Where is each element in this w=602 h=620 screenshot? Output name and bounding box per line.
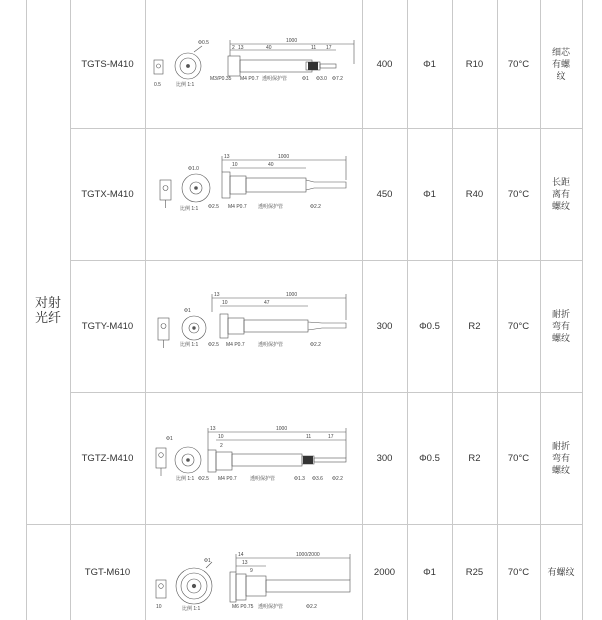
temp-cell — [497, 0, 540, 128]
dim-label: 2 — [220, 443, 223, 449]
note-cell — [540, 128, 582, 260]
dim-label: Φ1.3 — [294, 476, 305, 482]
note-cell — [540, 524, 582, 620]
temp-cell — [497, 128, 540, 260]
dim-label: 透明保护管 — [262, 76, 288, 82]
dim-label: 17 — [326, 45, 332, 51]
temp-cell — [497, 392, 540, 524]
temp-value: 70°C — [507, 452, 530, 464]
diagram-tgt — [146, 524, 361, 620]
distance-cell — [362, 128, 407, 260]
dim-label: Φ2.5 — [208, 204, 219, 210]
temp-cell — [497, 524, 540, 620]
ferrule-mark — [303, 456, 313, 464]
core-value: Φ1 — [423, 566, 436, 578]
dim-label: 9 — [250, 568, 253, 574]
model-cell — [70, 128, 145, 260]
temp-value: 70°C — [507, 320, 530, 332]
scale-label: 比例 1:1 — [176, 82, 195, 88]
distance-cell — [362, 0, 407, 128]
dim-label: 透明保护管 — [258, 604, 284, 610]
category-label: 对射光纤 — [34, 295, 61, 325]
distance-value: 2000 — [373, 566, 396, 578]
model-name: TGTX-M410 — [81, 188, 134, 200]
dim-label: M3/P0.35 — [210, 76, 232, 82]
distance-cell — [362, 392, 407, 524]
dim-label: 10 — [218, 434, 224, 440]
radius-value: R2 — [468, 452, 481, 464]
temp-value: 70°C — [507, 566, 530, 578]
core-value: Φ1 — [423, 58, 436, 70]
core-cell — [407, 524, 452, 620]
core-value: Φ1 — [423, 188, 436, 200]
dim-label: 10 — [222, 300, 228, 306]
model-cell — [70, 260, 145, 392]
core-value: Φ0.5 — [419, 452, 440, 464]
scale-label: 比例 1:1 — [180, 206, 199, 212]
distance-value: 450 — [376, 188, 393, 200]
dim-label: 10 — [156, 604, 162, 610]
dim-label: 13 — [214, 292, 220, 298]
dim-total: 1000 — [286, 38, 298, 44]
dim-label: Φ3.0 — [316, 76, 327, 82]
dim-label: Φ1 — [302, 76, 309, 82]
temp-value: 70°C — [507, 58, 530, 70]
dim-label: Φ2.2 — [310, 204, 321, 210]
note-value: 长距离有螺纹 — [551, 177, 570, 211]
diagram-tgtz — [146, 392, 361, 524]
model-name: TGTS-M410 — [81, 58, 134, 70]
dim-total: 1000 — [276, 426, 288, 432]
dim-label: Φ2.5 — [198, 476, 209, 482]
dim-total: 1000 — [278, 154, 290, 160]
dim-label: 13 — [242, 560, 248, 566]
model-cell — [70, 524, 145, 620]
dim-label: M4 P0.7 — [218, 476, 237, 482]
core-cell — [407, 260, 452, 392]
model-cell — [70, 0, 145, 128]
note-value: 耐折弯有螺纹 — [551, 309, 570, 343]
dim-label: 2 — [232, 45, 235, 51]
distance-value: 300 — [376, 320, 393, 332]
dim-label: Φ2.2 — [306, 604, 317, 610]
note-value: 耐折弯有螺纹 — [551, 441, 570, 475]
scale-label: 比例 1:1 — [176, 476, 195, 482]
scale-label: 比例 1:1 — [182, 606, 201, 612]
core-cell — [407, 128, 452, 260]
dim-label: M4 P0.7 — [226, 342, 245, 348]
scale-label: 比例 1:1 — [180, 342, 199, 348]
grid-line — [582, 0, 583, 620]
dim-label: Φ3.6 — [312, 476, 323, 482]
dim-label: 11 — [311, 45, 317, 51]
dim-label: 透明保护管 — [258, 204, 284, 210]
model-cell — [70, 392, 145, 524]
dim-label: 47 — [264, 300, 270, 306]
dim-label: 13 — [238, 45, 244, 51]
dim-label: Φ2.2 — [332, 476, 343, 482]
diagram-tgtx — [146, 128, 361, 260]
dim-label: Φ1.0 — [188, 166, 199, 172]
ferrule-mark — [308, 62, 318, 70]
radius-cell — [452, 524, 497, 620]
core-cell — [407, 0, 452, 128]
radius-value: R40 — [465, 188, 484, 200]
dim-label: 13 — [210, 426, 216, 432]
dim-label: M6 P0.75 — [232, 604, 254, 610]
radius-value: R10 — [465, 58, 484, 70]
core-cell — [407, 392, 452, 524]
dim-label: Φ0.5 — [198, 40, 209, 46]
distance-cell — [362, 524, 407, 620]
radius-value: R2 — [468, 320, 481, 332]
distance-cell — [362, 260, 407, 392]
model-name: TGTZ-M410 — [81, 452, 134, 464]
radius-cell — [452, 128, 497, 260]
note-value: 细芯有螺纹 — [551, 47, 570, 81]
radius-cell — [452, 392, 497, 524]
dim-label: 0.5 — [154, 82, 161, 88]
dim-label: 40 — [266, 45, 272, 51]
radius-cell — [452, 0, 497, 128]
note-cell — [540, 0, 582, 128]
model-name: TGT-M610 — [84, 566, 131, 578]
dim-label: 10 — [232, 162, 238, 168]
temp-cell — [497, 260, 540, 392]
category-cell — [26, 0, 70, 620]
diagram-tgts — [146, 0, 361, 128]
dim-label: M4 P0.7 — [240, 76, 259, 82]
dim-label: Φ1 — [184, 308, 191, 314]
dim-label: 透明保护管 — [258, 342, 284, 348]
note-value: 有螺纹 — [547, 567, 575, 577]
dim-label: 17 — [328, 434, 334, 440]
dim-label: 11 — [306, 434, 312, 440]
dim-label: 13 — [224, 154, 230, 160]
radius-cell — [452, 260, 497, 392]
dim-label: 14 — [238, 552, 244, 558]
dim-label: Φ7.2 — [332, 76, 343, 82]
dim-total: 1000/2000 — [296, 552, 320, 558]
temp-value: 70°C — [507, 188, 530, 200]
note-cell — [540, 260, 582, 392]
dim-label: Φ2.2 — [310, 342, 321, 348]
diagram-tgty — [146, 260, 361, 392]
distance-value: 400 — [376, 58, 393, 70]
core-value: Φ0.5 — [419, 320, 440, 332]
dim-label: Φ1 — [204, 558, 211, 564]
dim-label: 40 — [268, 162, 274, 168]
dim-label: 透明保护管 — [250, 476, 276, 482]
dim-total: 1000 — [286, 292, 298, 298]
dim-label: M4 P0.7 — [228, 204, 247, 210]
radius-value: R25 — [465, 566, 484, 578]
dim-label: Φ2.5 — [208, 342, 219, 348]
note-cell — [540, 392, 582, 524]
dim-label: Φ1 — [166, 436, 173, 442]
model-name: TGTY-M410 — [81, 320, 134, 332]
distance-value: 300 — [376, 452, 393, 464]
